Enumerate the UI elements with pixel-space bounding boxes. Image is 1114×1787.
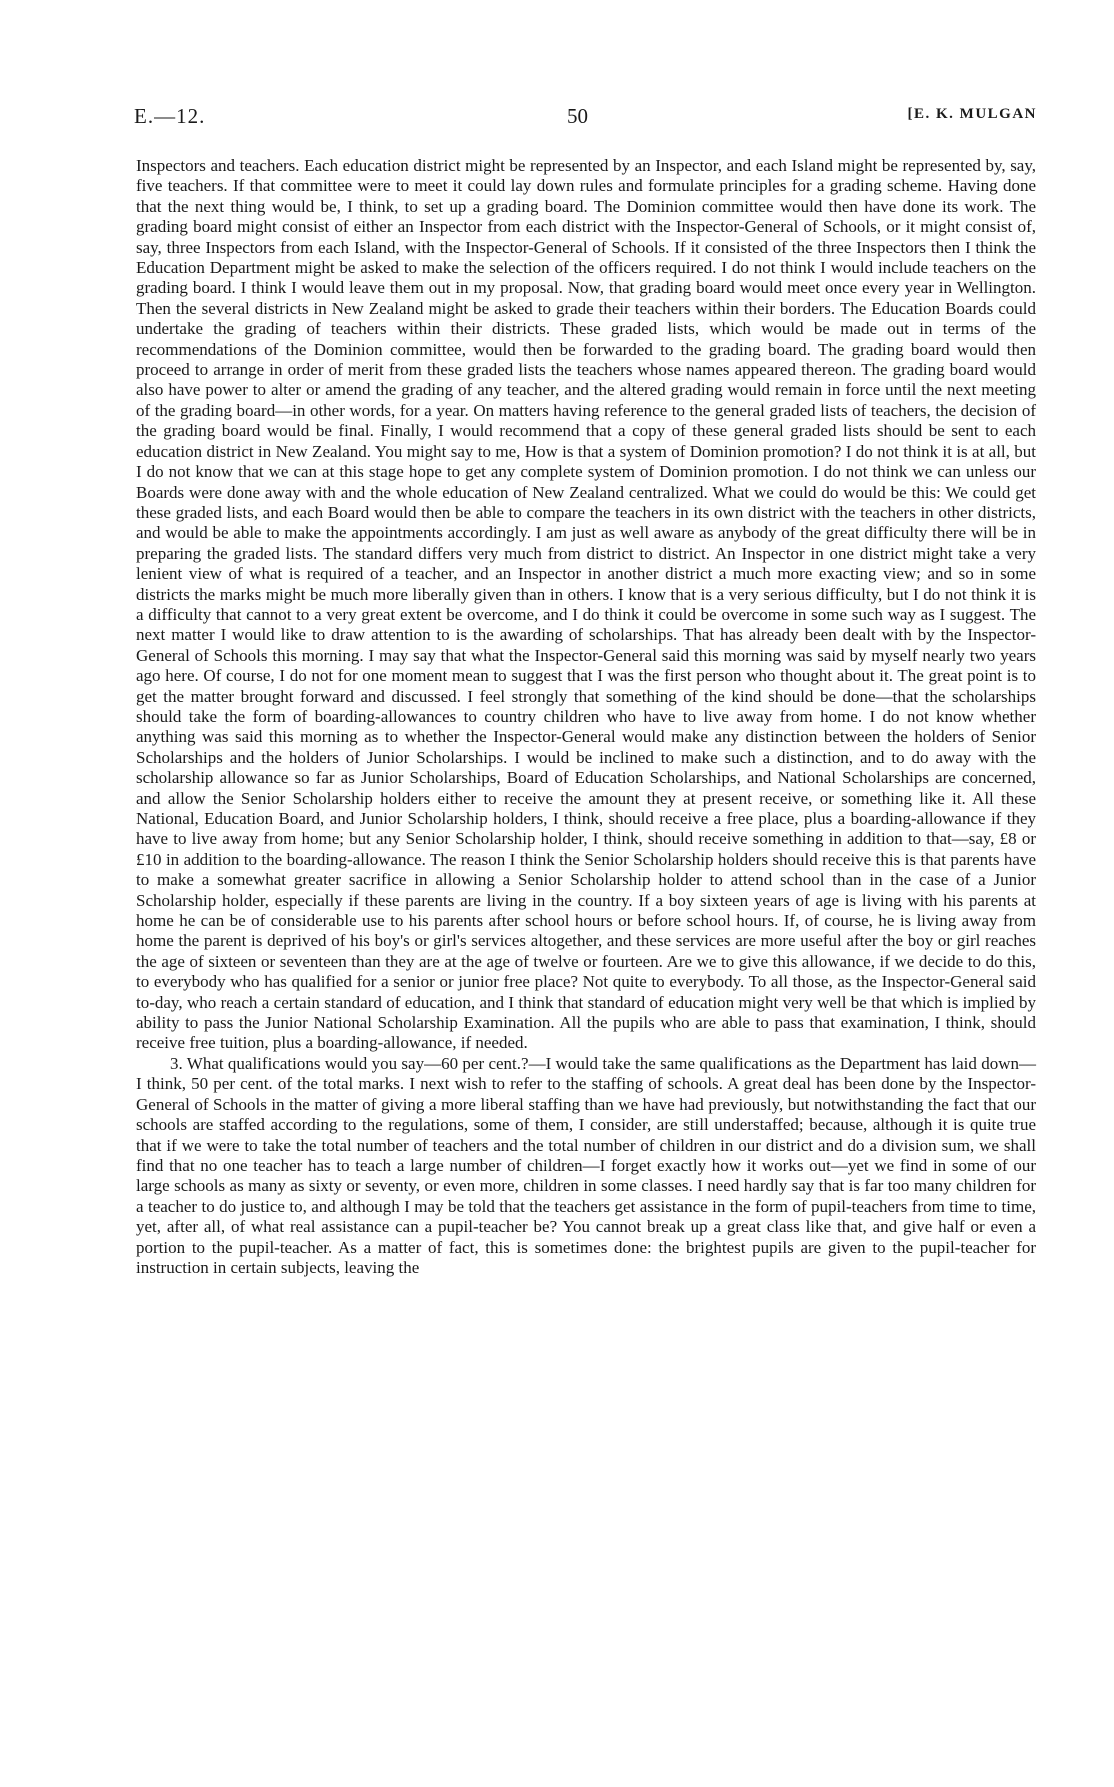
paragraph: Inspectors and teachers. Each education district might be represented by an Inspector, and each Island might be represented by, say, five teachers. If that committee were to meet it could lay down rules and formulate principles for a grading scheme. Having done that the next thing would be, I think, to set up a grading board. The Dominion committee would then have done its work. The grading board might consist of either an Inspector from each district with the Inspector-General of Schools, or it might consist of, say, three Inspectors from each Island, with the Inspector-General of Schools. If it consisted of the three Inspectors then I think the Education Department might be asked to make the selection of the officers required. I do not think I would include teachers on the grading board. I think I would leave them out in my proposal. Now, that grading board would meet once every year in Wellington. Then the several districts in New Zealand might be asked to grade their teachers within their borders. The Education Boards could undertake the grading of teachers within their districts. These graded lists, which would be made out in terms of the recommendations of the Dominion committee, would then be forwarded to the grading board. The grading board would then proceed to arrange in order of merit from these graded lists the teachers whose names appeared thereon. The grading board would also have power to alter or amend the grading of any teacher, and the altered grading would remain in force until the next meeting of the grading board—in other words, for a year. On matters having reference to the general graded lists of teachers, the decision of the grading board would be final. Finally, I would recommend that a copy of these general graded lists should be sent to each education district in New Zealand. You might say to me, How is that a system of Dominion promotion? I do not think it is at all, but I do not know that we can at this stage hope to get any complete system of Dominion promotion. I do not think we can unless our Boards were done away with and the whole education of New Zealand centralized. What we could do would be this: We could get these graded lists, and each Board would then be able to compare the teachers in its own district with the teachers in other districts, and would be able to make the appointments accordingly. I am just as well aware as anybody of the great difficulty there will be in preparing the graded lists. The standard differs very much from district to district. An Inspector in one district might take a very lenient view of what is required of a teacher, and an Inspector in another district a much more exacting view; and so in some districts the marks might be much more liberally given than in others. I know that is a very serious difficulty, but I do not think it is a difficulty that cannot to a very great extent be overcome, and I do think it could be overcome in some such way as I suggest. The next matter I would like to draw attention to is the awarding of scholarships. That has already been dealt with by the Inspector-General of Schools this morning. I may say that what the Inspector-General said this morning was said by myself nearly two years ago here. Of course, I do not for one moment mean to suggest that I was the first person who thought about it. The great point is to get the matter brought forward and discussed. I feel strongly that something of the kind should be done—that the scholarships should take the form of boarding-allowances to country children who have to live away from home. I do not know whether anything was said this morning as to whether the Inspector-General would make any distinction between the holders of Senior Scholarships and the holders of Junior Scholarships. I would be inclined to make such a distinction, and to do away with the scholarship allowance so far as Junior Scholarships, Board of Education Scholarships, and National Scholarships are concerned, and allow the Senior Scholarship holders either to receive the amount they at present receive, or something like it. All these National, Education Board, and Junior Scholarship holders, I think, should receive a free place, plus a boarding-allowance if they have to live away from home; but any Senior Scholarship holder, I think, should receive something in addition to that—say, £8 or £10 in addition to the boarding-allowance. The reason I think the Senior Scholarship holders should receive this is that parents have to make a somewhat greater sacrifice in allowing a Senior Scholarship holder to attend school than in the case of a Junior Scholarship holder, especially if these parents are living in the country. If a boy sixteen years of age is living with his parents at home he can be of considerable use to his parents after school hours or before school hours. If, of course, he is living away from home the parent is deprived of his boy's or girl's services altogether, and these services are more useful after the boy or girl reaches the age of sixteen or seventeen than they are at the age of twelve or fourteen. Are we to give this allowance, if we decide to do this, to everybody who has qualified for a senior or junior free place? Not quite to everybody. To all those, as the Inspector-General said to-day, who reach a certain standard of education, and I think that standard of education might very well be that which is implied by ability to pass the Junior National Scholarship Examination. All the pupils who are able to pass that examination, I think, should receive free tuition, plus a boarding-allowance, if needed. [136, 156, 1036, 1053]
document-reference: E.—12. [134, 104, 206, 128]
running-head-author: [E. K. MULGAN [907, 106, 1037, 122]
page-header [134, 104, 1037, 134]
paragraph: 3. What qualifications would you say—60 per cent.?—I would take the same qualifications as the Department has laid down—I think, 50 per cent. of the total marks. I next wish to refer to the staffing of schools. A great deal has been done by the Inspector-General of Schools in the matter of giving a more liberal staffing than we have had previously, but notwithstanding the fact that our schools are staffed according to the regulations, some of them, I consider, are still understaffed; because, although it is quite true that if we were to take the total number of teachers and the total number of children in our district and do a division sum, we shall find that no one teacher has to teach a large number of children—I forget exactly how it works out—yet we find in some of our large schools as many as sixty or seventy, or even more, children in some classes. I need hardly say that is far too many children for a teacher to do justice to, and although I may be told that the teachers get assistance in the form of pupil-teachers from time to time, yet, after all, of what real assistance can a pupil-teacher be? You cannot break up a great class like that, and give half or even a portion to the pupil-teacher. As a matter of fact, this is sometimes done: the brightest pupils are given to the pupil-teacher for instruction in certain subjects, leaving the [136, 1053, 1036, 1277]
body-text [136, 156, 1036, 1278]
page-number: 50 [567, 104, 588, 128]
